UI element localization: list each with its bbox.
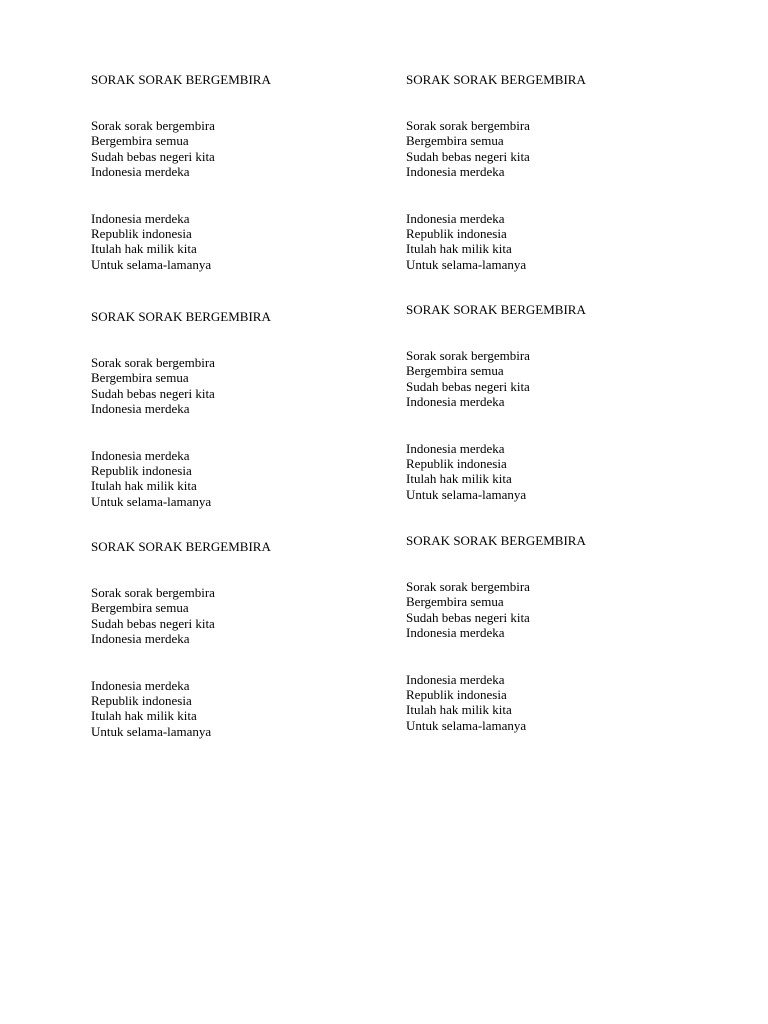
lyric-line: Indonesia merdeka (406, 210, 505, 226)
stanza-1 (406, 348, 706, 410)
song-block-5 (91, 539, 391, 739)
lyric-line: Indonesia merdeka (91, 447, 190, 463)
lyric-line: Untuk selama-lamanya (406, 717, 527, 733)
lyric-line: Bergembira semua (406, 363, 504, 379)
song-title: SORAK SORAK BERGEMBIRA (91, 539, 271, 554)
lyric-line: Sorak sorak bergembira (91, 355, 215, 370)
song-block-4 (406, 302, 706, 502)
stanza-1 (91, 585, 391, 647)
lyric-line: Untuk selama-lamanya (91, 256, 212, 272)
lyric-line: Bergembira semua (91, 600, 189, 616)
lyric-line: Republik indonesia (406, 455, 507, 471)
lyric-line: Bergembira semua (406, 594, 504, 610)
lyric-line: Sudah bebas negeri kita (406, 148, 530, 164)
lyric-line: Sorak sorak bergembira (406, 118, 530, 133)
song-title: SORAK SORAK BERGEMBIRA (406, 533, 586, 548)
lyric-line: Itulah hak milik kita (406, 702, 512, 718)
lyric-line: Itulah hak milik kita (91, 241, 197, 257)
lyric-line: Indonesia merdeka (406, 164, 505, 180)
stanza-2 (406, 672, 706, 734)
stanza-2 (91, 448, 391, 510)
lyric-line: Untuk selama-lamanya (406, 256, 527, 272)
lyric-line: Indonesia merdeka (406, 625, 505, 641)
song-title: SORAK SORAK BERGEMBIRA (406, 302, 586, 317)
lyric-line: Republik indonesia (91, 462, 192, 478)
lyric-line: Bergembira semua (91, 370, 189, 386)
lyric-line: Itulah hak milik kita (91, 708, 197, 724)
lyric-line: Indonesia merdeka (406, 671, 505, 687)
lyric-line: Itulah hak milik kita (91, 478, 197, 494)
stanza-2 (406, 211, 706, 273)
song-block-1 (91, 72, 391, 272)
lyric-line: Sorak sorak bergembira (406, 579, 530, 594)
lyric-line: Sudah bebas negeri kita (91, 385, 215, 401)
song-title: SORAK SORAK BERGEMBIRA (91, 309, 271, 324)
lyric-line: Indonesia merdeka (406, 394, 505, 410)
lyric-line: Republik indonesia (406, 686, 507, 702)
lyric-line: Sudah bebas negeri kita (91, 615, 215, 631)
lyric-line: Bergembira semua (406, 133, 504, 149)
lyric-line: Sorak sorak bergembira (406, 348, 530, 363)
lyric-line: Indonesia merdeka (91, 164, 190, 180)
stanza-2 (91, 211, 391, 273)
song-block-3 (91, 309, 391, 509)
lyric-line: Itulah hak milik kita (406, 471, 512, 487)
lyric-line: Indonesia merdeka (91, 401, 190, 417)
lyric-line: Republik indonesia (91, 225, 192, 241)
stanza-1 (91, 355, 391, 417)
stanza-1 (406, 579, 706, 641)
lyric-line: Indonesia merdeka (91, 631, 190, 647)
song-block-6 (406, 533, 706, 733)
lyric-line: Sudah bebas negeri kita (406, 609, 530, 625)
lyric-line: Republik indonesia (91, 692, 192, 708)
lyric-line: Sudah bebas negeri kita (91, 148, 215, 164)
lyric-line: Indonesia merdeka (91, 677, 190, 693)
stanza-1 (91, 118, 391, 180)
lyric-line: Untuk selama-lamanya (91, 493, 212, 509)
lyric-line: Republik indonesia (406, 225, 507, 241)
lyric-line: Sudah bebas negeri kita (406, 378, 530, 394)
song-block-2 (406, 72, 706, 272)
lyric-line: Sorak sorak bergembira (91, 585, 215, 600)
lyric-line: Sorak sorak bergembira (91, 118, 215, 133)
song-title: SORAK SORAK BERGEMBIRA (406, 72, 586, 87)
lyric-line: Itulah hak milik kita (406, 241, 512, 257)
lyric-line: Untuk selama-lamanya (91, 723, 212, 739)
lyric-line: Untuk selama-lamanya (406, 486, 527, 502)
lyric-line: Bergembira semua (91, 133, 189, 149)
stanza-2 (406, 441, 706, 503)
stanza-1 (406, 118, 706, 180)
lyric-line: Indonesia merdeka (406, 440, 505, 456)
stanza-2 (91, 678, 391, 740)
song-title: SORAK SORAK BERGEMBIRA (91, 72, 271, 87)
lyric-line: Indonesia merdeka (91, 210, 190, 226)
